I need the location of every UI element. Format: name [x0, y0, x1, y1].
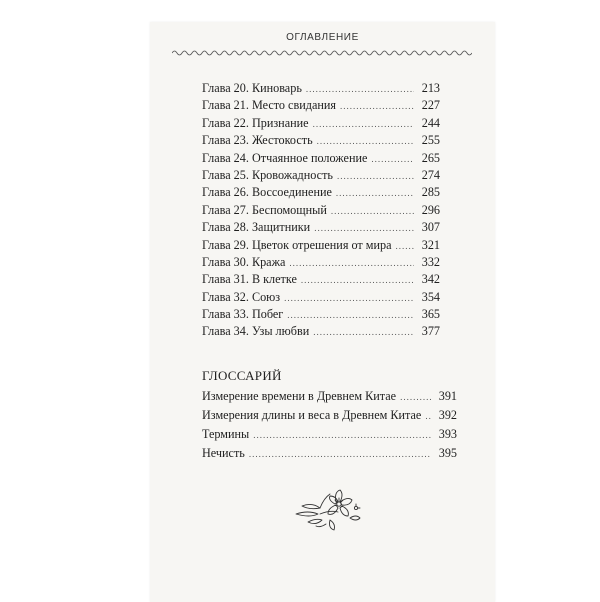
entry-page: 274: [421, 167, 440, 182]
entry-page: 227: [421, 98, 440, 113]
toc-entry[interactable]: [202, 237, 440, 254]
entry-page: 296: [421, 202, 440, 217]
entry-page: 255: [421, 133, 440, 148]
entry-page: 377: [421, 324, 440, 339]
toc-entry[interactable]: [202, 167, 440, 184]
entry-label: Глава 20. Киноварь: [202, 81, 302, 95]
entry-label: Глава 25. Кровожадность: [202, 167, 333, 182]
toc-entry[interactable]: [202, 306, 440, 323]
dot-leader: [317, 133, 414, 150]
entry-page: 354: [421, 289, 440, 304]
dot-leader: [287, 307, 414, 324]
entry-label: Глава 32. Союз: [202, 289, 281, 304]
glossary-list: [202, 387, 457, 463]
dot-leader: [313, 116, 414, 133]
dot-leader: [284, 290, 414, 307]
toc-entry[interactable]: [202, 289, 440, 306]
toc-entry[interactable]: [202, 271, 440, 288]
entry-label: Глава 27. Беспомощный: [202, 202, 327, 217]
toc-entry[interactable]: [202, 150, 440, 167]
dot-leader: [340, 98, 414, 115]
entry-page: 395: [438, 446, 457, 460]
entry-label: Нечисть: [202, 446, 245, 460]
dot-leader: [336, 185, 414, 202]
entry-page: 391: [438, 389, 457, 403]
entry-label: Глава 26. Воссоединение: [202, 185, 332, 200]
entry-page: 321: [421, 237, 440, 252]
flower-ornament-icon: [290, 484, 366, 534]
toc-entry[interactable]: [202, 184, 440, 201]
glossary-entry[interactable]: [202, 425, 457, 444]
book-page: [150, 22, 495, 602]
entry-page: 213: [421, 81, 440, 95]
entry-page: 393: [438, 427, 457, 441]
toc-entry[interactable]: [202, 80, 440, 97]
glossary-entry[interactable]: [202, 444, 457, 463]
entry-label: Термины: [202, 427, 250, 441]
dot-leader: [314, 220, 414, 237]
dot-leader: [337, 168, 414, 185]
dot-leader: [301, 272, 414, 289]
decorative-rule: [172, 49, 472, 57]
dot-leader: [425, 407, 431, 426]
dot-leader: [289, 255, 414, 272]
dot-leader: [249, 445, 431, 464]
dot-leader: [331, 203, 414, 220]
dot-leader: [396, 238, 414, 255]
entry-page: 392: [438, 408, 457, 422]
entry-label: Глава 23. Жестокость: [202, 133, 313, 148]
chapter-list: [202, 80, 440, 341]
entry-label: Измерение времени в Древнем Китае: [202, 389, 397, 403]
entry-label: Глава 31. В клетке: [202, 272, 297, 287]
dot-leader: [400, 388, 431, 407]
entry-page: 285: [421, 185, 440, 200]
entry-page: 307: [421, 220, 440, 235]
entry-label: Глава 34. Узы любви: [202, 324, 310, 339]
dot-leader: [253, 426, 431, 445]
entry-page: 265: [421, 150, 440, 165]
dot-leader: [371, 151, 414, 168]
entry-label: Глава 30. Кража: [202, 254, 286, 269]
entry-label: Глава 28. Защитники: [202, 220, 311, 235]
entry-label: Измерения длины и веса в Древнем Китае: [202, 408, 422, 422]
entry-label: Глава 33. Побег: [202, 307, 284, 322]
entry-label: Глава 29. Цветок отрешения от мира: [202, 237, 392, 252]
entry-label: Глава 24. Отчаянное положение: [202, 150, 368, 165]
toc-entry[interactable]: [202, 97, 440, 114]
entry-page: 244: [421, 115, 440, 130]
entry-page: 342: [421, 272, 440, 287]
toc-entry[interactable]: [202, 323, 440, 340]
toc-entry[interactable]: [202, 219, 440, 236]
glossary-entry[interactable]: [202, 387, 457, 406]
entry-label: Глава 22. Признание: [202, 115, 309, 130]
page-header: ОГЛАВЛЕНИЕ: [286, 32, 359, 43]
toc-entry[interactable]: [202, 132, 440, 149]
glossary-entry[interactable]: [202, 406, 457, 425]
toc-entry[interactable]: [202, 202, 440, 219]
entry-label: Глава 21. Место свидания: [202, 98, 337, 113]
dot-leader: [313, 324, 414, 341]
toc-entry[interactable]: [202, 254, 440, 271]
entry-page: 332: [421, 254, 440, 269]
toc-entry[interactable]: [202, 115, 440, 132]
glossary-title: ГЛОССАРИЙ: [202, 368, 282, 383]
dot-leader: [306, 81, 414, 98]
entry-page: 365: [421, 307, 440, 322]
